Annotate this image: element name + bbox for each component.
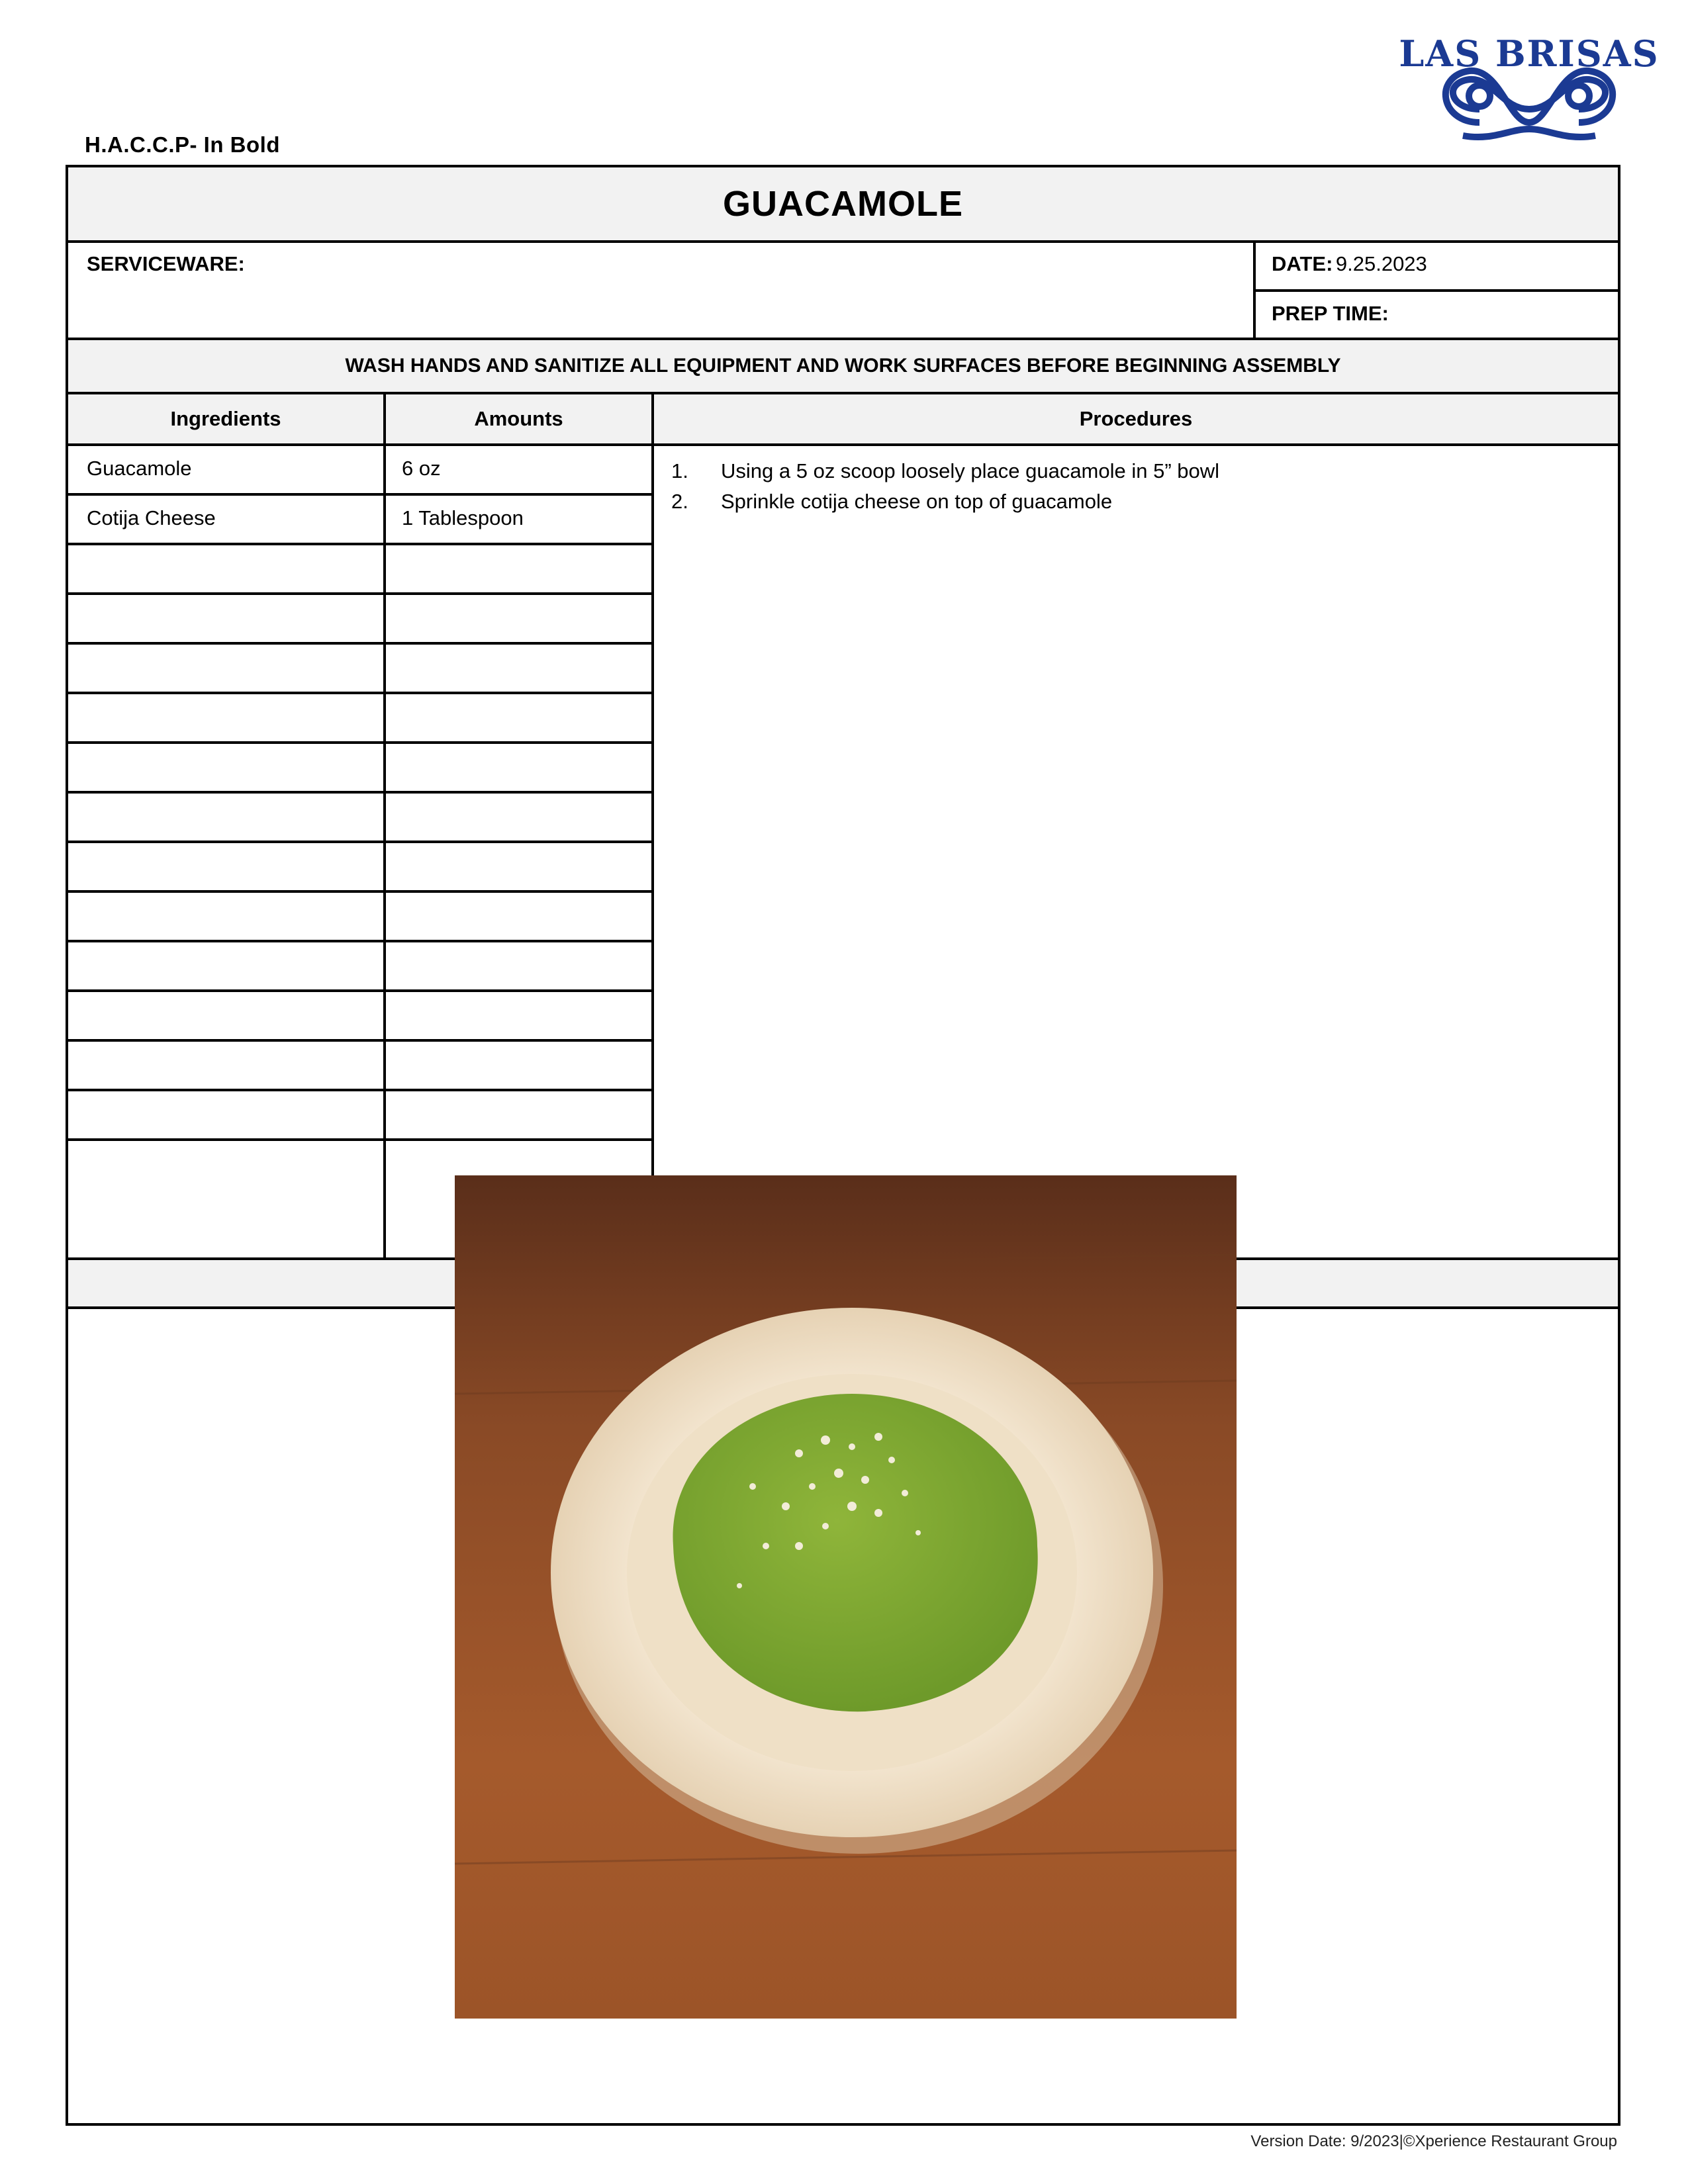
table-row-divider [68,642,651,645]
table-row-divider [68,841,651,843]
divider [383,392,386,1257]
table-row-divider [68,890,651,893]
las-brisas-logo [1399,30,1660,146]
table-row-divider [68,692,651,694]
procedure-step [671,456,1598,486]
table-row-divider [68,543,651,545]
svg-text:LAS BRISAS: LAS BRISAS [1399,32,1660,75]
ingredients-header: Ingredients [68,394,383,443]
table-row-divider [68,989,651,992]
wash-hands-banner: WASH HANDS AND SANITIZE ALL EQUIPMENT AND WORK SURFACES BEFORE BEGINNING ASSEMBLY [68,340,1618,392]
procedures-header: Procedures [654,394,1618,443]
divider [651,392,654,1257]
procedures-list [671,456,1598,517]
divider [68,240,1618,243]
procedure-step [671,486,1598,517]
serviceware-label: SERVICEWARE: [87,252,245,275]
ingredient-cell: Cotija Cheese [87,506,216,529]
table-row-divider [68,1089,651,1091]
guacamole-photo [455,1175,1237,2019]
prep-time-label: PREP TIME: [1272,302,1389,325]
table-row-divider [68,592,651,595]
date-label: DATE: [1272,252,1333,275]
version-footer: Version Date: 9/2023|©Xperience Restaurant Group [1250,2132,1617,2150]
haccp-note: H.A.C.C.P- In Bold [85,132,280,157]
table-row-divider [68,741,651,744]
amounts-header: Amounts [386,394,651,443]
table-row-divider [68,1039,651,1042]
divider [1253,289,1618,292]
procedure-number: 1. [671,459,688,482]
serviceware-field [87,252,245,276]
date-value: 9.25.2023 [1335,252,1427,275]
procedure-text: Using a 5 oz scoop loosely place guacamole in 5” bowl [721,459,1220,482]
table-row-divider [68,791,651,794]
recipe-title: GUACAMOLE [68,167,1618,240]
procedure-number: 2. [671,490,688,513]
date-field [1272,252,1427,276]
procedure-text: Sprinkle cotija cheese on top of guacamole [721,490,1113,513]
prep-time-field [1272,302,1389,326]
amount-cell: 1 Tablespoon [402,506,524,529]
table-row-divider [68,493,651,496]
recipe-card [66,165,1620,2126]
table-row-divider [68,1138,651,1141]
ingredient-cell: Guacamole [87,457,192,480]
table-row-divider [68,940,651,942]
divider [68,443,1618,446]
amount-cell: 6 oz [402,457,441,480]
